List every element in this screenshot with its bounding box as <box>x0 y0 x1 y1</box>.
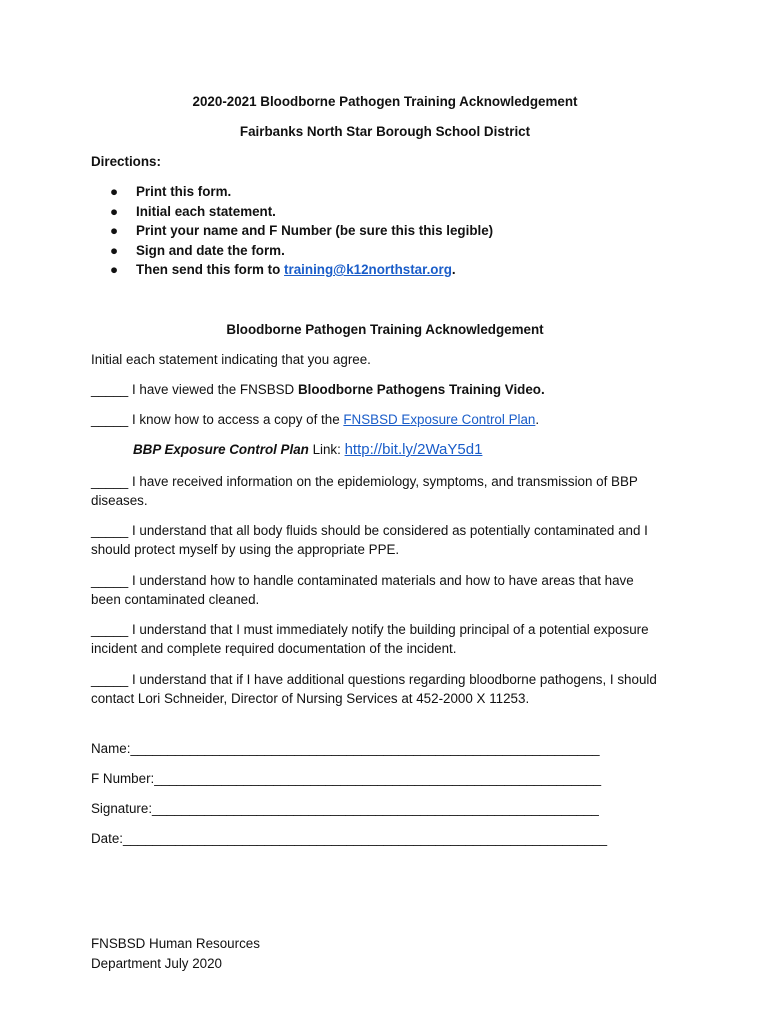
statement-6: _____ I understand that I must immediately notify the building principal of a potential exposure incident and complete required documentation of the incident. <box>91 622 649 656</box>
date-field[interactable]: Date:_________________________________________________________________ <box>91 831 608 846</box>
intro-text: Initial each statement indicating that you agree. <box>91 352 371 367</box>
statement-3: _____ I have received information on the epidemiology, symptoms, and transmission of BBP diseases. <box>91 474 638 508</box>
exposure-plan-link[interactable]: FNSBSD Exposure Control Plan <box>343 412 536 427</box>
initial-blank: _____ <box>91 382 129 397</box>
plan-label: BBP Exposure Control Plan <box>133 442 309 457</box>
statement-7: _____ I understand that if I have additional questions regarding bloodborne pathogens, I should contact Lori Schneider, Director of Nursing Services at 452-2000 X 11253. <box>91 672 657 706</box>
list-item: ● Initial each statement. <box>110 203 276 219</box>
bullet-icon: ● <box>110 203 119 219</box>
bullet-icon: ● <box>110 184 119 199</box>
directions-list <box>110 182 493 280</box>
directions-label: Directions: <box>91 154 161 169</box>
document-title: 2020-2021 Bloodborne Pathogen Training Acknowledgement <box>192 94 578 109</box>
f-number-field[interactable]: F Number:____________________________________________________________ <box>91 771 602 786</box>
footer-line-2: Department July 2020 <box>91 956 223 971</box>
list-item: ● Print this form. <box>110 184 232 199</box>
initial-blank: _____ <box>91 622 129 637</box>
list-item: ● Then send this form to training@k12northstar.org. <box>110 262 456 277</box>
initial-blank: _____ <box>91 412 129 427</box>
initial-blank: _____ <box>91 672 129 687</box>
plan-link-line: BBP Exposure Control Plan Link: http://bit.ly/2WaY5d1 <box>133 441 483 458</box>
statement-1: _____ I have viewed the FNSBSD Bloodborne Pathogens Training Video. <box>91 382 545 397</box>
bullet-icon: ● <box>110 223 119 238</box>
bullet-icon: ● <box>110 242 119 258</box>
name-field[interactable]: Name:_______________________________________________________________ <box>91 741 600 756</box>
list-item: ● Print your name and F Number (be sure this this legible) <box>110 223 494 238</box>
district-name: Fairbanks North Star Borough School District <box>239 124 531 139</box>
bullet-icon: ● <box>110 262 119 277</box>
section-heading: Bloodborne Pathogen Training Acknowledgement <box>226 322 544 337</box>
training-email-link[interactable]: training@k12northstar.org <box>284 262 452 277</box>
initial-blank: _____ <box>91 523 129 538</box>
list-item: ● Sign and date the form. <box>110 242 285 258</box>
statement-5: _____ I understand how to handle contaminated materials and how to have areas that have been contaminated cleaned. <box>91 573 634 607</box>
statement-2: _____ I know how to access a copy of the FNSBSD Exposure Control Plan. <box>91 412 540 427</box>
statement-4: _____ I understand that all body fluids should be considered as potentially contaminated and I should protect myself by using the appropriate PPE. <box>91 523 648 557</box>
footer-line-1: FNSBSD Human Resources <box>91 936 260 951</box>
plan-url-link[interactable]: http://bit.ly/2WaY5d1 <box>344 441 483 458</box>
initial-blank: _____ <box>91 474 129 489</box>
signature-field[interactable]: Signature:____________________________________________________________ <box>91 801 599 816</box>
initial-blank: _____ <box>91 573 129 588</box>
